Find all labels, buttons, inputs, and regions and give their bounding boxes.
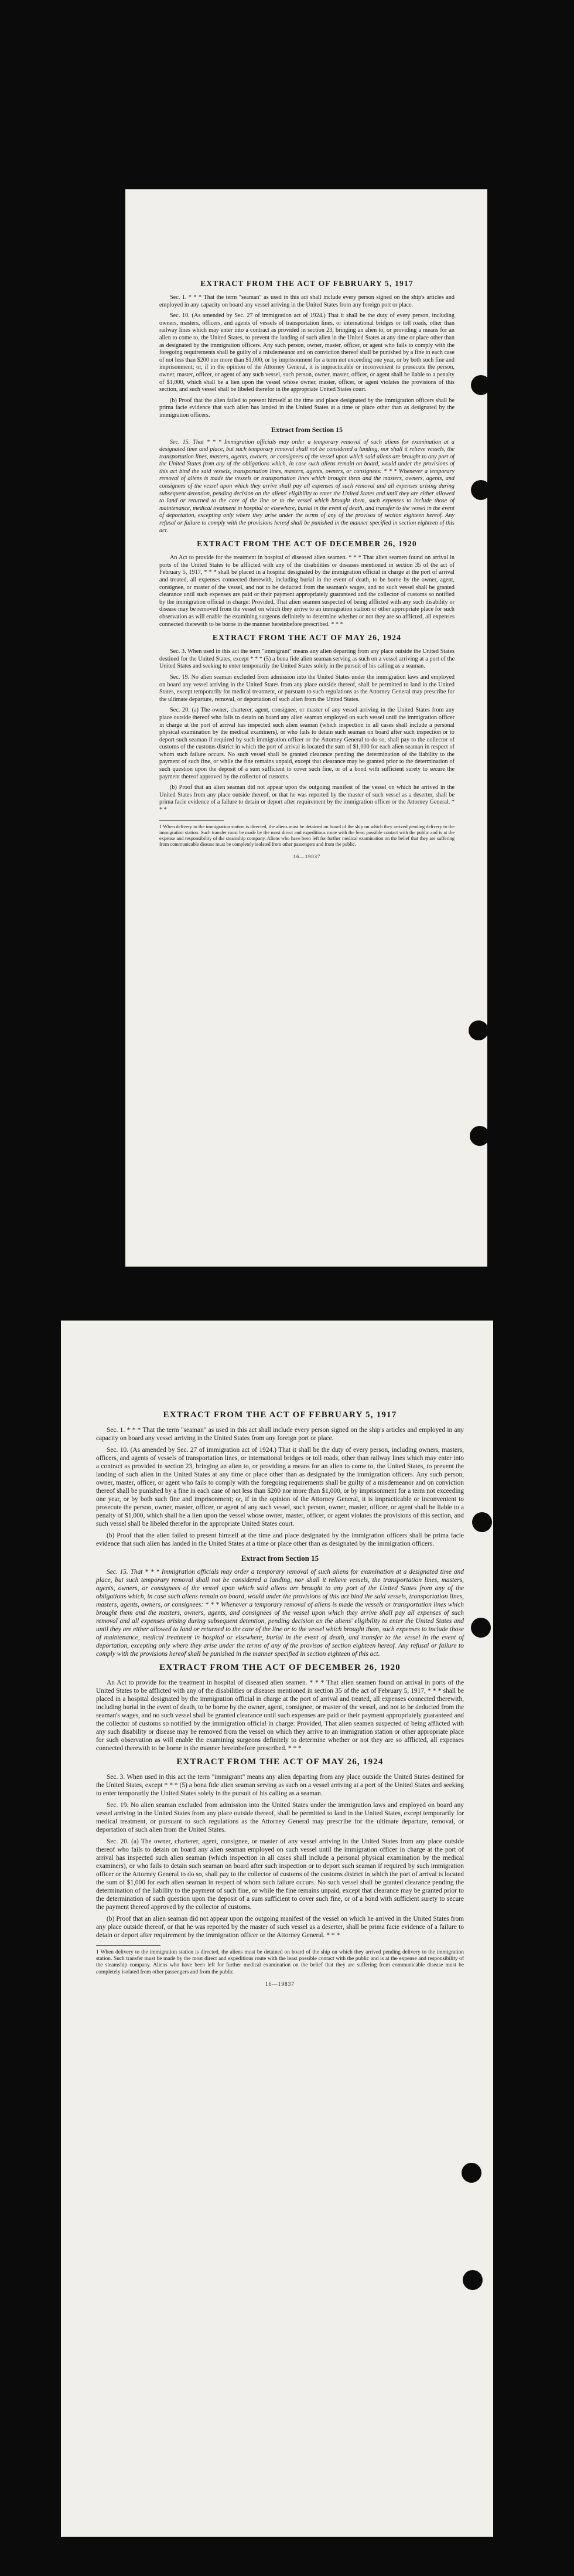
punch-hole: [463, 2270, 483, 2290]
statute-paragraph: (b) Proof that an alien seaman did not appear upon the outgoing manifest of the vessel on which he arrived in the United States from any place outside thereof, or that he was reported by the master of such vessel as a deserter, shall be prima facie evidence of a failure to detain or deport after requirement by the immigration officer or the Attorney General. * * *: [159, 784, 455, 814]
page-text-column: [96, 1410, 464, 1988]
footnote: 1 When delivery to the immigration station is directed, the aliens must be detained on board of the ship on which they arrived pending delivery to the immigration station. Such transfer must be made by the most direct and expeditious route with the least possible contact with the public and is at the expense and responsibility of the steamship company. Aliens who have been left for further medical examination on the belief that they are suffering from communicable disease must be completely isolated from other passengers and from the public.: [159, 823, 455, 847]
statute-paragraph: Sec. 15. That * * * Immigration officials may order a temporary removal of such aliens for examination at a designated time and place, but such temporary removal shall not be considered a landing, nor shall it relieve vessels, the transportation lines, masters, agents, owners, or consignees of the vessel upon which said aliens are brought to any port of the United States from any of the obligations which, in case such aliens remain on board, would under the provisions of this act bind the said vessels, transportation lines, masters, agents, owners, or consignees: * * * Whenever a temporary removal of aliens is made the vessels or transportation lines which brought them and the masters, owners, agents, and consignees of the vessel upon which they arrive shall pay all expenses of such removal and all expenses arising during subsequent detention, pending decision on the aliens' eligibility to enter the United States and until they are either allowed to land or returned to the care of the line or to the vessel which brought them, such expenses to include those of maintenance, medical treatment in hospital or elsewhere, burial in the event of death, and transfer to the vessel in the event of deportation, excepting only where they arise under the terms of any of the provisos of section eighteen hereof. Any refusal or failure to comply with the provisions hereof shall be punished in the manner specified in section eighteen of this act.: [96, 1568, 464, 1658]
punch-hole: [471, 480, 487, 500]
statute-paragraph: (b) Proof that the alien failed to present himself at the time and place designated by the immigration officers shall be prima facie evidence that such alien has landed in the United States at a time or place other than as designated by the immigration officers.: [159, 397, 455, 418]
statute-paragraph: Sec. 3. When used in this act the term "immigrant" means any alien departing from any place outside the United States destined for the United States, except * * * (5) a bona fide alien seaman serving as such on a vessel arriving at a port of the United States and seeking to enter temporarily the United States solely in the pursuit of his calling as a seaman.: [159, 648, 455, 670]
document-page-top: [125, 189, 487, 1267]
extract-heading: EXTRACT FROM THE ACT OF DECEMBER 26, 1920: [159, 1663, 401, 1672]
punch-hole: [469, 1020, 487, 1040]
punch-hole: [462, 2163, 481, 2183]
punch-hole: [471, 1618, 491, 1638]
extract-heading: EXTRACT FROM THE ACT OF MAY 26, 1924: [212, 633, 402, 642]
statute-paragraph: Sec. 10. (As amended by Sec. 27 of immigration act of 1924.) That it shall be the duty of every person, including owners, masters, officers, and agents of vessels of transportation lines, or international bridges or toll roads, other than railway lines which may enter into a contract as provided in section 23, bringing an alien to, or providing a means for an alien to come to, the United States, to prevent the landing of such alien in the United States at any time or place other than as designated by the immigration officers. Any such person, owner, master, officer, or agent who fails to comply with the foregoing requirements shall be guilty of a misdemeanor and on conviction thereof shall be punished by a fine in each case of not less than $200 nor more than $1,000, or by imprisonment for a term not exceeding one year, or by both such fine and imprisonment; or, if in the opinion of the Attorney General, it is impracticable or inconvenient to prosecute the person, owner, master, officer, or agent of any such vessel, such person, owner, master, officer, or agent shall be liable to a penalty of $1,000, which shall be a lien upon the vessel whose owner, master, officer, or agent violates the provisions of this section, and such vessel shall be libeled therefor in the appropriate United States court.: [159, 312, 455, 393]
page-text-column: [159, 279, 455, 859]
print-number: 16—19837: [293, 853, 321, 859]
footnote-rule: [96, 1945, 160, 1946]
print-number: 16—19837: [265, 1981, 295, 1988]
statute-paragraph: (b) Proof that the alien failed to present himself at the time and place designated by the immigration officers shall be prima facie evidence that such alien has landed in the United States at a time or place other than as designated by the immigration officers.: [96, 1532, 464, 1547]
footnote: 1 When delivery to the immigration station is directed, the aliens must be detained on board of the ship on which they arrived pending delivery to the immigration station. Such transfer must be made by the most direct and expeditious route with the least possible contact with the public and is at the expense and responsibility of the steamship company. Aliens who have been left for further medical examination on the belief that they are suffering from communicable disease must be completely isolated from other passengers and from the public.: [96, 1949, 464, 1975]
extract-heading: EXTRACT FROM THE ACT OF MAY 26, 1924: [176, 1757, 384, 1767]
document-page-bottom: [61, 1321, 493, 2537]
statute-paragraph: Sec. 3. When used in this act the term "immigrant" means any alien departing from any place outside the United States destined for the United States, except * * * (5) a bona fide alien seaman serving as such on a vessel arriving at a port of the United States and seeking to enter temporarily the United States solely in the pursuit of his calling as a seaman.: [96, 1774, 464, 1797]
footnote-rule: [159, 820, 224, 821]
statute-paragraph: Sec. 10. (As amended by Sec. 27 of immigration act of 1924.) That it shall be the duty of every person, including owners, masters, officers, and agents of vessels of transportation lines, or international bridges or toll roads, other than railway lines which may enter into a contract as provided in section 23, bringing an alien to, or providing a means for an alien to come to, the United States, to prevent the landing of such alien in the United States at any time or place other than as designated by the immigration officers. Any such person, owner, master, officer, or agent who fails to comply with the foregoing requirements shall be guilty of a misdemeanor and on conviction thereof shall be punished by a fine in each case of not less than $200 nor more than $1,000, or by imprisonment for a term not exceeding one year, or by both such fine and imprisonment; or, if in the opinion of the Attorney General, it is impracticable or inconvenient to prosecute the person, owner, master, officer, or agent of any such vessel, such person, owner, master, officer, or agent shall be liable to a penalty of $1,000, which shall be a lien upon the vessel whose owner, master, officer, or agent violates the provisions of this section, and such vessel shall be libeled therefor in the appropriate United States court.: [96, 1447, 464, 1527]
statute-paragraph: (b) Proof that an alien seaman did not appear upon the outgoing manifest of the vessel on which he arrived in the United States from any place outside thereof, or that he was reported by the master of such vessel as a deserter, shall be prima facie evidence of a failure to detain or deport after requirement by the immigration officer or the Attorney General. * * *: [96, 1915, 464, 1939]
statute-paragraph: An Act to provide for the treatment in hospital of diseased alien seamen. * * * That alien seamen found on arrival in ports of the United States to be afflicted with any of the disabilities or diseases mentioned in section 35 of the act of February 5, 1917, * * * shall be placed in a hospital designated by the immigration official in charge at the port of arrival and treated, all expenses connected therewith, including burial in the event of death, to be borne by the owner, agent, consignee, or master of the vessel, and not to be deducted from the seaman's wages, and no such vessel shall be granted clearance until such expenses are paid or their payment appropriately guaranteed and the collector of customs so notified by the immigration official in charge: Provided, That alien seamen suspected of being afflicted with any such disability or disease may be removed from the vessel on which they arrive to an immigration station or other appropriate place for such observation as will enable the examining surgeons definitely to determine whether or not they are so afflicted, all expenses connected therewith to be borne in the manner hereinbefore prescribed. * * *: [159, 554, 455, 628]
statute-paragraph: Sec. 1. * * * That the term "seaman" as used in this act shall include every person signed on the ship's articles and employed in any capacity on board any vessel arriving in the United States from any foreign port or place.: [159, 294, 455, 308]
statute-paragraph: Sec. 20. (a) The owner, charterer, agent, consignee, or master of any vessel arriving in the United States from any place outside thereof who fails to detain on board any alien seaman employed on such vessel until the immigration officer in charge at the port of arrival has inspected such alien seaman (which inspection in all cases shall include a personal physical examination by the medical examiners), or who fails to detain such seaman on board after such inspection or to deport such seaman if required by such immigration officer or the Attorney General to do so, shall pay to the collector of customs of the customs district in which the port of arrival is located the sum of $1,000 for each alien seaman in respect of whom such failure occurs. No such vessel shall be granted clearance pending the determination of the liability to the payment of such fine, or while the fine remains unpaid, except that clearance may be granted prior to the determination of such question upon the deposit of a sum sufficient to cover such fine, or of a bond with sufficient surety to secure the payment thereof approved by the collector of customs.: [96, 1838, 464, 1911]
extract-heading: EXTRACT FROM THE ACT OF FEBRUARY 5, 1917: [200, 279, 414, 288]
punch-hole: [470, 1126, 487, 1146]
section-subheading: Extract from Section 15: [271, 425, 343, 434]
statute-paragraph: Sec. 1. * * * That the term "seaman" as used in this act shall include every person signed on the ship's articles and employed in any capacity on board any vessel arriving in the United States from any foreign port or place.: [96, 1427, 464, 1442]
extract-heading: EXTRACT FROM THE ACT OF DECEMBER 26, 1920: [197, 539, 417, 549]
statute-paragraph: Sec. 20. (a) The owner, charterer, agent, consignee, or master of any vessel arriving in the United States from any place outside thereof who fails to detain on board any alien seaman employed on such vessel until the immigration officer in charge at the port of arrival has inspected such alien seaman (which inspection in all cases shall include a personal physical examination by the medical examiners), or who fails to detain such seaman on board after such inspection or to deport such seaman if required by such immigration officer or the Attorney General to do so, shall pay to the collector of customs of the customs district in which the port of arrival is located the sum of $1,000 for each alien seaman in respect of whom such failure occurs. No such vessel shall be granted clearance pending the determination of the liability to the payment of such fine, or while the fine remains unpaid, except that clearance may be granted prior to the determination of such question upon the deposit of a sum sufficient to cover such fine, or of a bond with sufficient surety to secure the payment thereof approved by the collector of customs.: [159, 707, 455, 780]
section-subheading: Extract from Section 15: [241, 1554, 319, 1563]
extract-heading: EXTRACT FROM THE ACT OF FEBRUARY 5, 1917: [163, 1410, 397, 1420]
statute-paragraph: An Act to provide for the treatment in hospital of diseased alien seamen. * * * That alien seamen found on arrival in ports of the United States to be afflicted with any of the disabilities or diseases mentioned in section 35 of the act of February 5, 1917, * * * shall be placed in a hospital designated by the immigration official in charge at the port of arrival and treated, all expenses connected therewith, including burial in the event of death, to be borne by the owner, agent, consignee, or master of the vessel, and not to be deducted from the seaman's wages, and no such vessel shall be granted clearance until such expenses are paid or their payment appropriately guaranteed and the collector of customs so notified by the immigration official in charge: Provided, That alien seamen suspected of being afflicted with any such disability or disease may be removed from the vessel on which they arrive to an immigration station or other appropriate place for such observation as will enable the examining surgeons definitely to determine whether or not they are so afflicted, all expenses connected therewith to be borne in the manner hereinbefore prescribed. * * *: [96, 1679, 464, 1752]
statute-paragraph: Sec. 19. No alien seaman excluded from admission into the United States under the immigration laws and employed on board any vessel arriving in the United States from any place outside thereof, shall be permitted to land in the United States, except temporarily for medical treatment, or pursuant to such regulations as the Attorney General may prescribe for the ultimate departure, removal, or deportation of such alien from the United States.: [96, 1802, 464, 1833]
punch-hole: [472, 1512, 492, 1532]
punch-hole: [471, 375, 487, 395]
statute-paragraph: Sec. 19. No alien seaman excluded from admission into the United States under the immigration laws and employed on board any vessel arriving in the United States from any place outside thereof, shall be permitted to land in the United States, except temporarily for medical treatment, or pursuant to such regulations as the Attorney General may prescribe for the ultimate departure, removal, or deportation of such alien from the United States.: [159, 673, 455, 703]
statute-paragraph: Sec. 15. That * * * Immigration officials may order a temporary removal of such aliens for examination at a designated time and place, but such temporary removal shall not be considered a landing, nor shall it relieve vessels, the transportation lines, masters, agents, owners, or consignees of the vessel upon which said aliens are brought to any port of the United States from any of the obligations which, in case such aliens remain on board, would under the provisions of this act bind the said vessels, transportation lines, masters, agents, owners, or consignees: * * * Whenever a temporary removal of aliens is made the vessels or transportation lines which brought them and the masters, owners, agents, and consignees of the vessel upon which they arrive shall pay all expenses of such removal and all expenses arising during subsequent detention, pending decision on the aliens' eligibility to enter the United States and until they are either allowed to land or returned to the care of the line or to the vessel which brought them, such expenses to include those of maintenance, medical treatment in hospital or elsewhere, burial in the event of death, and transfer to the vessel in the event of deportation, excepting only where they arise under the terms of any of the provisos of section eighteen hereof. Any refusal or failure to comply with the provisions hereof shall be punished in the manner specified in section eighteen of this act.: [159, 438, 455, 534]
